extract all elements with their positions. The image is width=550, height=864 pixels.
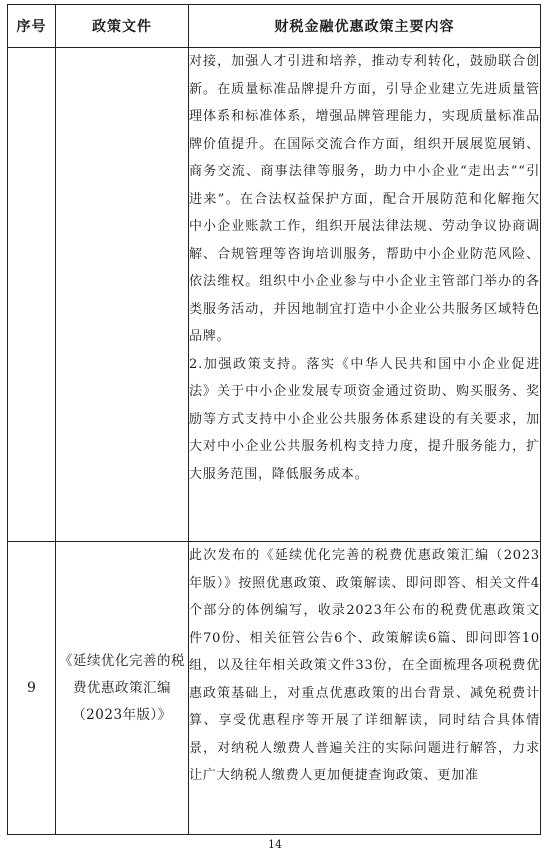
header-policy-document: 政策文件 — [56, 5, 189, 48]
header-main-content: 财税金融优惠政策主要内容 — [189, 5, 541, 48]
table-row — [8, 48, 541, 542]
row-document-cell: 《延续优化完善的税费优惠政策汇编（2023年版）》 — [56, 542, 189, 835]
row-content-cell — [189, 48, 541, 542]
content-paragraph: 2.加强政策支持。落实《中华人民共和国中小企业促进法》关于中小企业发展专项资金通过资助、购买服务、奖励等方式支持中小企业公共服务体系建设的有关要求，加大对中小企业公共服务机构支持力度，提升服务能力，扩大服务范围，降低服务成本。 — [189, 356, 540, 482]
policy-table — [7, 4, 541, 835]
row-number-cell — [8, 48, 56, 542]
page-number: 14 — [268, 838, 282, 851]
table-row — [8, 542, 541, 835]
row-content-cell — [189, 542, 541, 835]
row-document-cell — [56, 48, 189, 542]
content-paragraph: 对接，加强人才引进和培养，推动专利转化，鼓励联合创新。在质量标准品牌提升方面，引导企业建立先进质量管理体系和标准体系，增强品牌管理能力，实现质量标准品牌价值提升。在国际交流合作方面，组织开展展览展销、商务交流、商事法律等服务，助力中小企业“走出去”“引进来”。在合法权益保护方面，配合开展防范和化解拖欠中小企业账款工作，组织开展法律法规、劳动争议协商调解、合规管理等咨询培训服务，帮助中小企业防范风险、依法维权。组织中小企业参与中小企业主管部门举办的各类服务活动，并因地制宜打造中小企业公共服务区域特色品牌。 — [189, 54, 540, 344]
content-paragraph: 此次发布的《延续优化完善的税费优惠政策汇编（2023年版）》按照优惠政策、政策解读、即问即答、相关文件4个部分的体例编写，收录2023年公布的税费优惠政策文件70份、相关征管公告6个、政策解读6篇、即问即答10组，以及往年相关政策文件33份，在全面梳理各项税费优惠政策基础上，对重点优惠政策的出台背景、减免税费计算、享受优惠程序等开展了详细解读，同时结合具体情景，对纳税人缴费人普遍关注的实际问题进行解答，力求让广大纳税人缴费人更加便捷查询政策、更加准 — [189, 548, 540, 783]
header-number: 序号 — [8, 5, 56, 48]
table-header-row — [8, 5, 541, 48]
row-number-cell: 9 — [8, 542, 56, 835]
